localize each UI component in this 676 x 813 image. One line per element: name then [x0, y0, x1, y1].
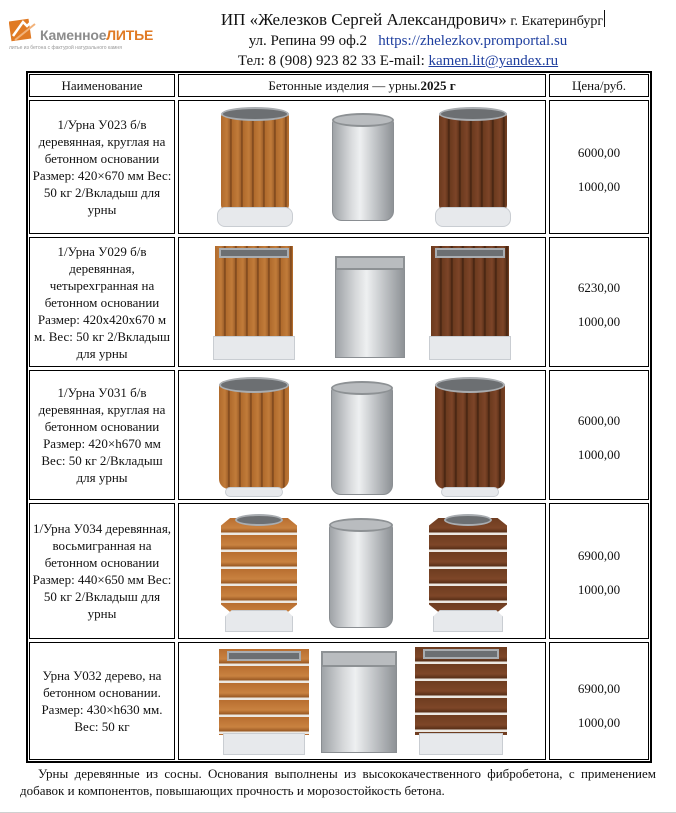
urn-u034-brown-image [429, 510, 507, 634]
urn-u029-tan-image [213, 244, 295, 362]
product-name-u031: 1/Урна У031 б/в деревянная, круглая на бетонном основании Размер: 420×h670 мм Вес: 50 кг 2/Вкладыш для урны [29, 370, 175, 500]
urn-u032-brown-image [415, 645, 507, 757]
product-images-u034 [178, 503, 546, 639]
urn-u034-tan-image [221, 510, 297, 634]
price-table [26, 71, 652, 763]
price-cell-u023: 6000,00 1000,00 [549, 100, 649, 234]
column-header-products: Бетонные изделия — урны. 2025 г [178, 74, 546, 97]
product-images-u031 [178, 370, 546, 500]
liner-u029-image [335, 256, 405, 360]
product-images-u029 [178, 237, 546, 367]
product-images-u032 [178, 642, 546, 760]
company-title: ИП «Железков Сергей Александрович» г. Екатеринбург [220, 10, 604, 29]
website-link[interactable]: https://zhelezkov.promportal.su [378, 33, 568, 49]
address-line: ул. Репина 99 оф.2 https://zhelezkov.promportal.su [248, 33, 568, 49]
logo-tagline: литье из бетона с фактурой натурального камня [9, 45, 122, 51]
urn-u032-tan-image [219, 647, 309, 757]
liner-u023-image [332, 113, 394, 225]
column-header-price: Цена/руб. [549, 74, 649, 97]
footer-note: Урны деревянные из сосны. Основания выполнены из высококачественного фибробетона, с применением добавок и компонентов, повышающих прочность и морозостойкость бетона. [20, 766, 656, 798]
urn-u031-tan-image [219, 377, 289, 497]
product-name-u034: 1/Урна У034 деревянная, восьмигранная на бетонном основании Размер: 440×650 мм Вес: 50 кг 2/Вкладыш для урны [29, 503, 175, 639]
urn-u029-brown-image [429, 244, 511, 362]
price-cell-u032: 6900,00 1000,00 [549, 642, 649, 760]
price-cell-u031: 6000,00 1000,00 [549, 370, 649, 500]
liner-u031-image [331, 381, 393, 497]
product-images-u023 [178, 100, 546, 234]
price-cell-u034: 6900,00 1000,00 [549, 503, 649, 639]
liner-u034-image [329, 518, 393, 630]
product-name-u029: 1/Урна У029 б/в деревянная, четырехгранная на бетонном основании Размер: 420х420х670 м м. Вес: 50 кг 2/Вкладыш для урны [29, 237, 175, 367]
logo-wordmark: КаменноеЛИТЬЕ [40, 27, 154, 43]
liner-u032-image [321, 651, 397, 755]
contact-line: Тел: 8 (908) 923 82 33 E-mail: kamen.lit@yandex.ru [237, 53, 559, 69]
price-cell-u029: 6230,00 1000,00 [549, 237, 649, 367]
column-header-name: Наименование [29, 74, 175, 97]
urn-u031-brown-image [435, 377, 505, 497]
product-name-u032: Урна У032 дерево, на бетонном основании. Размер: 430×h630 мм. Вес: 50 кг [29, 642, 175, 760]
product-name-u023: 1/Урна У023 б/в деревянная, круглая на бетонном основании Размер: 420×670 мм Вес: 50 кг 2/Вкладыш для урны [29, 100, 175, 234]
email-link[interactable]: kamen.lit@yandex.ru [428, 53, 559, 69]
urn-u023-tan-image [217, 107, 293, 229]
urn-u023-brown-image [435, 107, 511, 229]
